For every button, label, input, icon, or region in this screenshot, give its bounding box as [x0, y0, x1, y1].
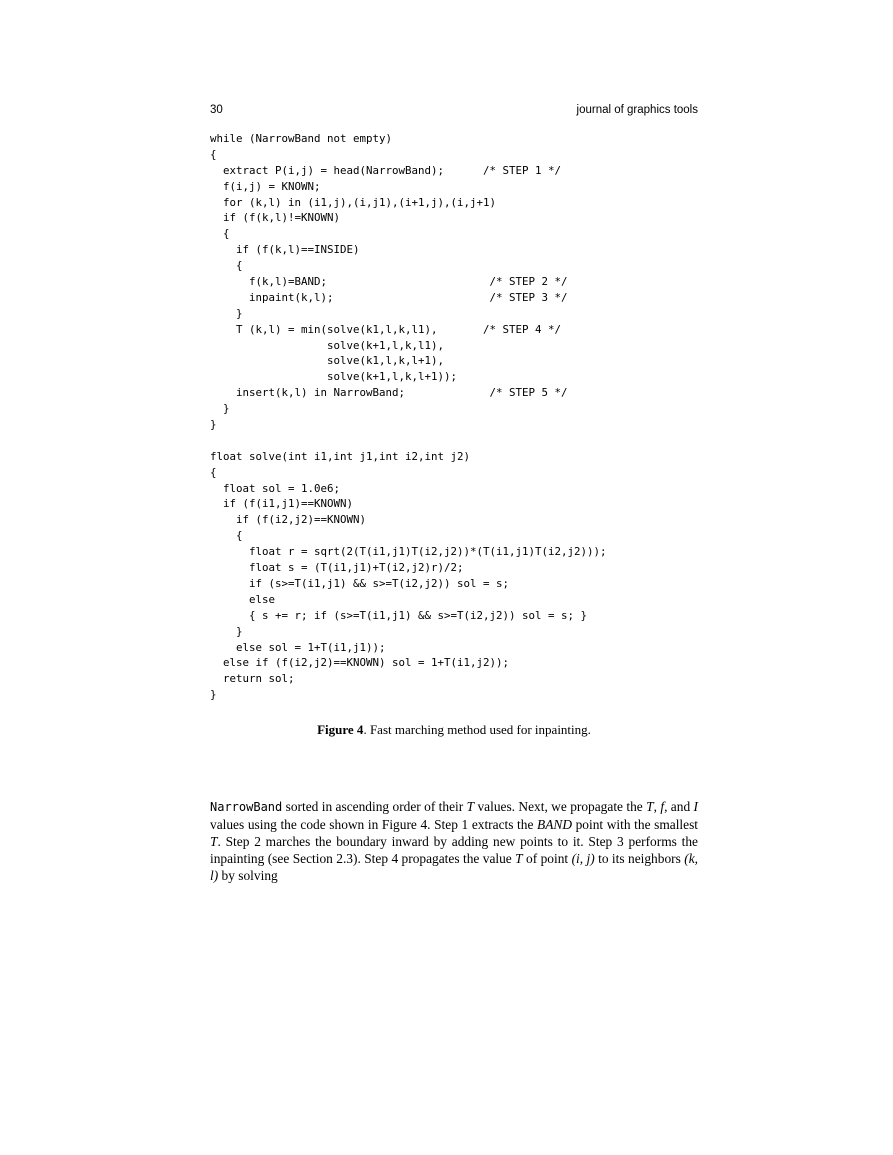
code-line: return sol;: [210, 672, 295, 686]
code-line: solve(k+1,l,k,l1),: [210, 338, 445, 352]
math-point-ij: (i, j): [571, 851, 595, 866]
code-line: }: [210, 306, 243, 320]
code-line: {: [210, 227, 230, 241]
page-number: 30: [210, 104, 223, 116]
code-line: extract P(i,j) = head(NarrowBand); /* STEP 1 */: [210, 163, 562, 177]
code-line: [210, 433, 607, 449]
math-T: T: [515, 851, 523, 866]
page-header: [210, 104, 698, 122]
code-line: float r = sqrt(2(T(i1,j1)T(i2,j2))*(T(i1,j1)T(i2,j2)));: [210, 545, 607, 559]
body-text-span: to its neighbors: [594, 851, 685, 866]
caption-text: . Fast marching method used for inpainting.: [363, 722, 591, 737]
code-line: float sol = 1.0e6;: [210, 481, 341, 495]
code-line: { s += r; if (s>=T(i1,j1) && s>=T(i2,j2)) sol = s; }: [210, 608, 588, 622]
code-line: else if (f(i2,j2)==KNOWN) sol = 1+T(i1,j2));: [210, 656, 510, 670]
body-text-span: of point: [522, 851, 572, 866]
body-text-span: ,: [653, 799, 661, 814]
code-line: {: [210, 529, 243, 543]
math-point-kl: (k, l): [210, 851, 698, 883]
code-line: while (NarrowBand not empty): [210, 132, 393, 145]
code-line: insert(k,l) in NarrowBand; /* STEP 5 */: [210, 386, 568, 400]
code-line: T (k,l) = min(solve(k1,l,k,l1), /* STEP 4 */: [210, 322, 562, 336]
math-T: T: [646, 799, 654, 814]
code-line: {: [210, 259, 243, 273]
code-line: if (s>=T(i1,j1) && s>=T(i2,j2)) sol = s;: [210, 576, 510, 590]
code-line: else sol = 1+T(i1,j1));: [210, 640, 386, 654]
code-listing: [210, 131, 607, 703]
code-line: }: [210, 402, 230, 416]
body-text-span: sorted in ascending order of their: [282, 799, 467, 814]
body-text-span: by solving: [218, 868, 278, 883]
code-line: {: [210, 465, 217, 479]
code-line: float solve(int i1,int j1,int i2,int j2): [210, 449, 471, 463]
code-line: f(i,j) = KNOWN;: [210, 179, 321, 193]
code-line: if (f(k,l)==INSIDE): [210, 243, 360, 257]
math-I: I: [693, 799, 698, 814]
code-line: }: [210, 624, 243, 638]
math-BAND: BAND: [537, 817, 572, 832]
math-T: T: [210, 834, 218, 849]
code-line: if (f(i2,j2)==KNOWN): [210, 513, 367, 527]
code-line: float s = (T(i1,j1)+T(i2,j2)r)/2;: [210, 561, 464, 575]
body-text-span: point with the smallest: [572, 817, 699, 832]
body-text-span: . Step 2 marches the boundary inward by adding new points to it. Step 3 performs the inpainting (see Section 2.3). Step 4 propagates the value: [210, 834, 698, 866]
body-text-span: , and: [664, 799, 694, 814]
code-line: else: [210, 592, 276, 606]
code-line: solve(k+1,l,k,l+1));: [210, 370, 458, 384]
body-text-span: values. Next, we propagate the: [474, 799, 647, 814]
code-line: solve(k1,l,k,l+1),: [210, 354, 445, 368]
math-f: f: [660, 799, 665, 814]
code-line: if (f(i1,j1)==KNOWN): [210, 497, 354, 511]
figure-label: Figure 4: [317, 722, 364, 737]
code-line: for (k,l) in (i1,j),(i,j1),(i+1,j),(i,j+1): [210, 195, 497, 209]
code-line: if (f(k,l)!=KNOWN): [210, 211, 341, 225]
code-line: }: [210, 688, 217, 702]
body-text-span: values using the code shown in Figure 4. Step 1 extracts the: [210, 817, 538, 832]
math-T: T: [466, 799, 475, 814]
code-term-narrowband: NarrowBand: [210, 800, 283, 814]
figure-caption: [210, 722, 698, 738]
code-line: f(k,l)=BAND; /* STEP 2 */: [210, 275, 568, 289]
body-paragraph: [210, 798, 698, 884]
journal-title: journal of graphics tools: [576, 104, 698, 116]
code-line: }: [210, 418, 217, 432]
code-line: inpaint(k,l); /* STEP 3 */: [210, 290, 568, 304]
code-line: {: [210, 147, 217, 161]
